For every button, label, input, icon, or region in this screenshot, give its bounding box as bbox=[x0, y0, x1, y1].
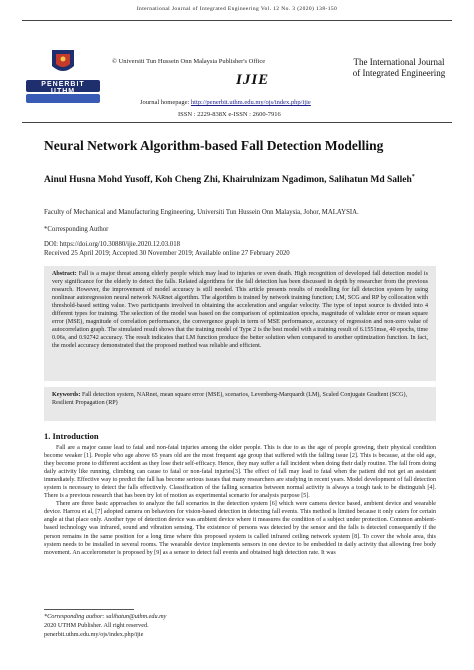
abstract-label: Abstract: bbox=[52, 271, 77, 277]
running-head: International Journal of Integrated Engineering Vol. 12 No. 3 (2020) 138-150 bbox=[136, 6, 338, 12]
keywords-box bbox=[44, 387, 436, 421]
publisher-logo bbox=[22, 48, 104, 108]
article-dates: Received 25 April 2019; Accepted 30 November 2019; Available online 27 February 2020 bbox=[44, 250, 290, 257]
uthm-crest-icon bbox=[22, 48, 104, 108]
doi-link[interactable]: DOI: https://doi.org/10.30880/ijie.2020.12.03.018 bbox=[44, 241, 181, 248]
intro-paragraph-1: Fall are a major cause lead to fatal and non-fatal injuries among the older people. This is due to as the age of people growing, their physical condition become weaker [1]. People who age above 65 years old are the most frequent age group that suffered with the falling issue [2]. This is because, at the old age, they become prone to different accident as they lose their self-efficacy. Hence, they may suffer a fall incident when doing their daily routine. The fall from doing daily activity like running, climbing can cause to fatal or non-fatal injuries[3]. The effect of fall may lead to fatal when the patient did not get an assistant immediately. Effective way to predict the fall has become serious issues that many researchers are studying in recent years. Model development of fall detection system is necessary to detect the falls effectively. Classification of the falling scenarios between normal activity is always a tough task to be distinguish [4]. There is a previous research that has been try lot of motion as experimental scenario for analysis purpose [5]. bbox=[44, 445, 436, 500]
introduction-body bbox=[44, 444, 436, 557]
authors-text: Ainul Husna Mohd Yusoff, Koh Cheng Zhi, Khairulnizam Ngadimon, Salihatun Md Salleh bbox=[44, 175, 412, 186]
abstract-text: Fall is a major threat among elderly people which may lead to injuries or even death. High recognition of developed fall detection model is very significance for the elderly to detect the falls. Related algorithms for the fall detection has been discussed in depth by researcher from the previous research. However, the improvement of model accuracy is still needed. This article presents results of modelling for fall detection system by using nonlinear autoregression neural network NARnet algorithm. The algorithm is trained by network training function; LM, SCG and RP by collocation with threshold-based setting value. Two participants involved in obtaining the acceleration and angular velocity. The type of input source is divided into 4 different types for training. The selection of the model was based on the comparison of optimization epochs, magnitude of validate error or mean square error (MSE), magnitude of correlation performance, the convergence graph in term of MSE performance, accuracy of regression and non-zero value of autocorrelation graph. The simulated result shows that the training model of Type 2 is the best model with a training result of 6.1551mse, 40 epochs, time 0.06s, and 0.92742 accuracy. The result indicates that LM function produce the better solution when compared to another optimization function. In fact, the model accuracy demonstrated that the proposed method was reliable and efficient. bbox=[52, 271, 428, 350]
homepage-line bbox=[140, 99, 311, 106]
footnote-email-text: *Corresponding author: salihatun@uthm.edu.my bbox=[44, 613, 167, 620]
article-title: Neural Network Algorithm-based Fall Detection Modelling bbox=[44, 138, 384, 153]
author-list bbox=[44, 171, 444, 187]
logo-text: PENERBIT UTHM bbox=[41, 81, 85, 95]
keywords-text: Fall detection system, NARnet, mean square error (MSE), scenarios, Levenberg-Marquardt (LM), Scaled Conjugate Gradient (SCG), Resilient Propagation (RP) bbox=[52, 392, 408, 407]
copyright-line: © Universiti Tun Hussein Onn Malaysia Publisher's Office bbox=[112, 58, 266, 65]
header-rule-top bbox=[22, 20, 452, 21]
homepage-link[interactable]: http://penerbit.uthm.edu.my/ojs/index.php/ijie bbox=[190, 99, 311, 106]
abstract-paragraph bbox=[52, 270, 428, 350]
footnote-publisher: 2020 UTHM Publisher. All right reserved. bbox=[44, 622, 149, 629]
journal-abbrev: IJIE bbox=[236, 72, 270, 88]
issn-line: ISSN : 2229-838X e-ISSN : 2600-7916 bbox=[178, 111, 281, 118]
footnote-rule bbox=[44, 609, 134, 610]
corresponding-author-note: *Corresponding Author bbox=[44, 226, 109, 233]
keywords-paragraph bbox=[52, 391, 428, 407]
keywords-label: Keywords: bbox=[52, 392, 81, 398]
intro-paragraph-2: There are three basic approaches to analyze the fall scenarios in the detection system [6] which were camera device based, ambient device and wearable device. Harrou et al, [7] adopted camera on behaviors for vision-based detection in detecting fall events. This method is limited because it only caters for certain angle at that place only. Another type of detection device was ambient device where it measures the condition of a subject under protection. Common ambient-based technology was infrared, sound and vibration sensing. The existence of persons was detected by the sensor and the falls is detected consequently if the person remains in the same position for a long time where this proposed system is called infrared ceiling network system [8]. To cover the whole area, this system needs to be installed in several rooms. The wearable device implements sensors in one device to be embedded in daily activity that allowing free body movement. An accelerometer is proposed by [9] as a sensor to detect fall events and obtained high detection rate. It was bbox=[44, 501, 436, 556]
author-mark: * bbox=[411, 174, 415, 180]
header-rule-bottom bbox=[22, 122, 452, 123]
footnote-url[interactable]: penerbit.uthm.edu.my/ojs/index.php/ijie bbox=[44, 631, 144, 638]
homepage-label: Journal homepage: bbox=[140, 99, 191, 106]
abstract-box bbox=[44, 266, 436, 381]
section-heading-introduction: 1. Introduction bbox=[44, 431, 99, 441]
affiliation: Faculty of Mechanical and Manufacturing Engineering, Universiti Tun Hussein Onn Malaysia, Johor, MALAYSIA. bbox=[44, 209, 359, 216]
footnote-email bbox=[44, 613, 166, 620]
journal-name: The International Journal of Integrated Engineering bbox=[352, 57, 446, 78]
